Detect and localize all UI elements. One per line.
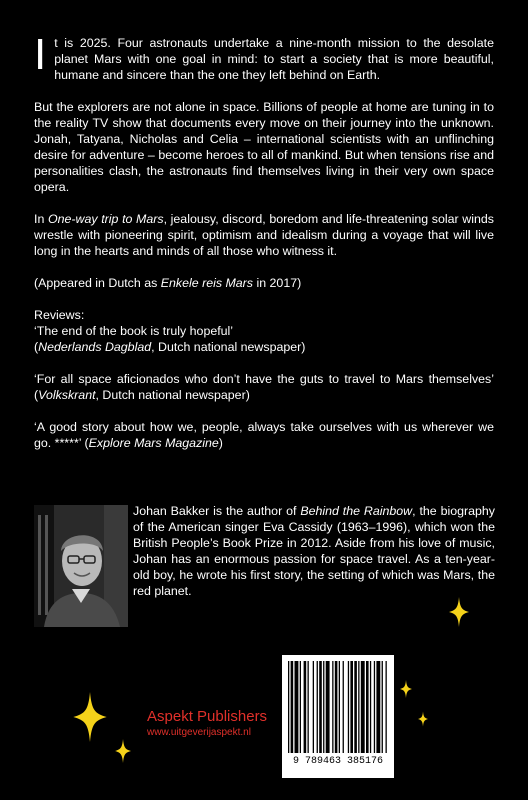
author-bio-pre: Johan Bakker is the author of xyxy=(133,504,301,518)
review-1-quote: ‘The end of the book is truly hopeful’ xyxy=(34,324,234,338)
barcode-bar xyxy=(326,661,330,753)
author-previous-book: Behind the Rainbow xyxy=(300,504,413,518)
author-portrait-icon xyxy=(34,505,128,627)
sparkle-icon xyxy=(400,679,412,699)
reviews-heading: Reviews: xyxy=(34,308,85,322)
review-3-publication: Explore Mars Magazine xyxy=(88,436,219,450)
barcode-bar xyxy=(382,661,383,753)
blurb-paragraph-2: But the explorers are not alone in space. Billions of people at home are tuning in to the reality TV show that documents every move on their journey into the unknown. Jonah, Tatyana, Nicholas and Celia – international scientists with an unflinching desire for adventure – become heroes to all of mankind. But when tensions rise and personalities clash, the astronauts find themselves living in their very own space opera. xyxy=(34,100,494,194)
barcode-bar xyxy=(376,661,380,753)
review-3-src-post: ) xyxy=(218,436,223,450)
barcode-bar xyxy=(350,661,353,753)
sparkle-icon xyxy=(418,711,428,727)
review-2-quote: ‘For all space aficionados who don’t have the guts to travel to Mars themselves’ ( xyxy=(34,372,494,402)
book-title: One-way trip to Mars xyxy=(47,212,164,226)
blurb-paragraph-1-text: t is 2025. Four astronauts undertake a nine-month mission to the desolate planet Mars with one goal in mind: to start a society that is more beautiful, humane and sincere than the one they left behind on Earth. xyxy=(54,36,494,82)
barcode-bar xyxy=(366,661,369,753)
barcode-bar xyxy=(300,661,301,753)
dutch-title: Enkele reis Mars xyxy=(160,276,254,290)
publisher-block xyxy=(147,708,267,740)
barcode-bar xyxy=(323,661,324,753)
barcode-icon xyxy=(282,655,394,755)
review-3-quote: ‘A good story about how we, people, always take ourselves with us wherever we go. *****’ ( xyxy=(34,420,494,450)
barcode-bar xyxy=(361,661,365,753)
blurb-p3-post: , jealousy, discord, boredom and life-threatening solar winds wrestle with pioneering spirit, optimism and idealism during a voyage that will live long in the hearts and minds of all those who witness it. xyxy=(34,212,494,258)
publisher-url[interactable]: www.uitgeverijaspekt.nl xyxy=(147,727,251,738)
blurb-p3-pre: In xyxy=(34,212,48,226)
blurb-text xyxy=(34,30,494,467)
isbn-digits: 9 789463 385176 xyxy=(292,756,383,767)
review-2-src-post: , Dutch national newspaper) xyxy=(95,388,250,402)
sparkle-icon xyxy=(449,597,469,627)
barcode-bar xyxy=(354,661,357,753)
barcode-bar xyxy=(335,661,338,753)
barcode-bar xyxy=(295,661,299,753)
review-3 xyxy=(34,419,494,451)
barcode-bar xyxy=(291,661,294,753)
sparkle-icon xyxy=(115,739,131,763)
publisher-name: Aspekt Publishers xyxy=(147,708,268,725)
review-2-publication: Volkskrant xyxy=(38,388,96,402)
dropcap-letter: I xyxy=(34,30,47,79)
barcode-bar xyxy=(343,661,344,753)
barcode-bar xyxy=(374,661,375,753)
dutch-note-pre: (Appeared in Dutch as xyxy=(34,276,161,290)
review-2 xyxy=(34,371,494,403)
dutch-note-post: in 2017) xyxy=(253,276,302,290)
barcode-bar xyxy=(348,661,349,753)
barcode-bar xyxy=(304,661,307,753)
barcode-bar xyxy=(386,661,387,753)
isbn-barcode xyxy=(282,655,394,778)
author-photo xyxy=(34,505,128,627)
review-1-src-post: , Dutch national newspaper) xyxy=(151,340,306,354)
barcode-bar xyxy=(332,661,333,753)
review-1-src-pre: ( xyxy=(34,340,39,354)
review-1-publication: Nederlands Dagblad xyxy=(38,340,152,354)
barcode-bar xyxy=(370,661,371,753)
barcode-bar xyxy=(339,661,340,753)
barcode-bar xyxy=(308,661,309,753)
review-1-source xyxy=(34,339,494,355)
barcode-bar xyxy=(313,661,314,753)
blurb-paragraph-1 xyxy=(34,30,494,83)
blurb-paragraph-3 xyxy=(34,211,494,259)
dutch-edition-note xyxy=(34,275,494,291)
author-bio-post: , the biography of the American singer Eva Cassidy (1963–1996), which won the British People’s Book Prize in 2012. Aside from his love of music, Johan has an enormous passion for space travel. As a ten-year-old boy, he wrote his first story, the setting of which was Mars, the red planet. xyxy=(133,504,495,598)
author-bio xyxy=(133,503,495,599)
barcode-bar xyxy=(358,661,359,753)
barcode-bar xyxy=(319,661,322,753)
sparkle-icon xyxy=(73,692,107,742)
barcode-bar xyxy=(288,661,289,753)
barcode-bar xyxy=(317,661,318,753)
